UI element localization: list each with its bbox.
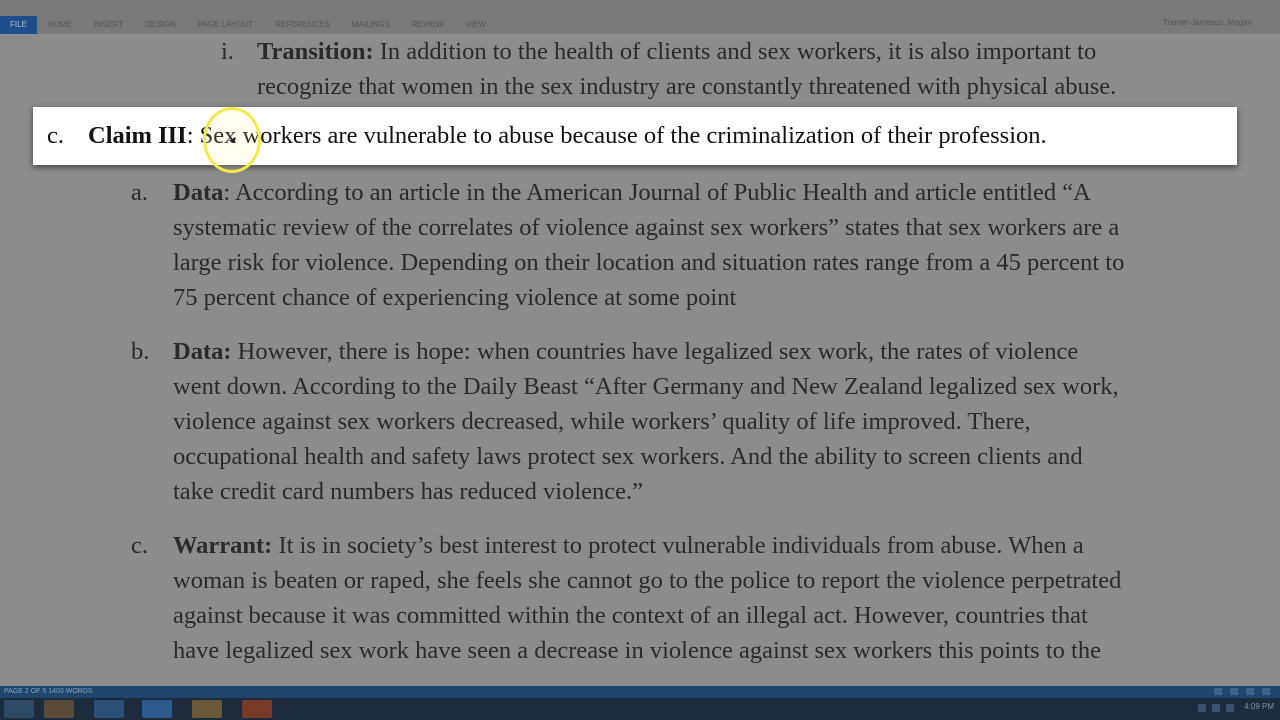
print-layout-icon[interactable] — [1230, 688, 1238, 695]
transition-line-1 — [257, 34, 1096, 69]
claim-label: c. — [47, 122, 64, 149]
taskbar — [0, 698, 1280, 720]
warrant-label: c. — [131, 532, 148, 559]
data-b-line-3: violence against sex workers decreased, while workers’ quality of life improved. There, — [173, 408, 1031, 435]
word-icon[interactable] — [142, 700, 172, 718]
warrant-line-3: against because it was committed within the context of an illegal act. However, countries that — [173, 602, 1088, 629]
tab-references[interactable]: REFERENCES — [275, 20, 330, 29]
system-tray — [1198, 704, 1234, 712]
data-a-line-1 — [173, 175, 1091, 210]
view-controls — [1214, 688, 1270, 695]
claim-heading: Claim III — [88, 122, 187, 149]
transition-heading: Transition: — [257, 38, 374, 65]
data-a-paragraph — [0, 175, 1280, 320]
warrant-heading: Warrant: — [173, 532, 273, 559]
transition-text: In addition to the health of clients and sex workers, it is also important to — [373, 38, 1097, 65]
warrant-paragraph — [0, 528, 1280, 673]
warrant-line-4: have legalized sex work have seen a decrease in violence against sex workers this points to the — [173, 637, 1101, 664]
data-a-line-2: systematic review of the correlates of violence against sex workers” states that sex workers are a — [173, 214, 1120, 241]
data-a-heading: Data — [173, 179, 224, 206]
ribbon-tabs — [0, 16, 497, 34]
claim-text: : Sex workers are vulnerable to abuse because of the criminalization of their profession. — [186, 122, 1047, 149]
read-mode-icon[interactable] — [1214, 688, 1222, 695]
data-b-heading: Data: — [173, 338, 232, 365]
outlook-icon[interactable] — [94, 700, 124, 718]
data-a-line-4: 75 percent chance of experiencing violence at some point — [173, 284, 737, 311]
user-name[interactable]: Tramer-Jamesco, Megan — [1162, 18, 1252, 27]
tab-home[interactable]: HOME — [47, 20, 72, 29]
start-icon[interactable] — [4, 700, 34, 718]
status-bar — [0, 686, 1280, 698]
taskbar-clock[interactable]: 4:09 PM — [1244, 702, 1274, 711]
chrome-icon[interactable] — [44, 700, 74, 718]
explorer-icon[interactable] — [192, 700, 222, 718]
warrant-line-1 — [173, 528, 1084, 563]
web-layout-icon[interactable] — [1246, 688, 1254, 695]
data-b-line-2: went down. According to the Daily Beast “After Germany and New Zealand legalized sex work, — [173, 373, 1119, 400]
data-b-label: b. — [131, 338, 150, 365]
tab-design[interactable]: DESIGN — [145, 20, 176, 29]
data-b-line-1 — [173, 334, 1078, 369]
network-icon[interactable] — [1198, 704, 1206, 712]
warrant-line-2: woman is beaten or raped, she feels she cannot go to the police to report the violence perpetrated — [173, 567, 1122, 594]
page-word-count[interactable]: PAGE 2 OF 5 1403 WORDS — [4, 688, 93, 695]
transition-label: i. — [221, 38, 234, 65]
data-b-paragraph — [0, 334, 1280, 514]
data-b-line-5: take credit card numbers has reduced violence.” — [173, 478, 644, 505]
tab-review[interactable]: REVIEW — [411, 20, 444, 29]
tab-file[interactable]: FILE — [0, 16, 37, 34]
data-b-text: However, there is hope: when countries have legalized sex work, the rates of violence — [231, 338, 1079, 365]
tab-view[interactable]: VIEW — [465, 20, 486, 29]
volume-icon[interactable] — [1212, 704, 1220, 712]
tab-page-layout[interactable]: PAGE LAYOUT — [197, 20, 254, 29]
warrant-text: It is in society’s best interest to protect vulnerable individuals from abuse. When a — [272, 532, 1084, 559]
tab-mailings[interactable]: MAILINGS — [351, 20, 390, 29]
transition-paragraph — [0, 34, 1280, 106]
data-a-text: : According to an article in the American Journal of Public Health and article entitled “A — [223, 179, 1091, 206]
data-b-line-4: occupational health and safety laws protect sex workers. And the ability to screen clients and — [173, 443, 1083, 470]
powerpoint-icon[interactable] — [242, 700, 272, 718]
transition-line-2: recognize that women in the sex industry are constantly threatened with physical abuse. — [257, 73, 1117, 100]
battery-icon[interactable] — [1226, 704, 1234, 712]
data-a-line-3: large risk for violence. Depending on their location and situation rates range from a 45 percent to — [173, 249, 1125, 276]
tab-insert[interactable]: INSERT — [93, 20, 124, 29]
zoom-slider-icon[interactable] — [1262, 688, 1270, 695]
data-a-label: a. — [131, 179, 148, 206]
